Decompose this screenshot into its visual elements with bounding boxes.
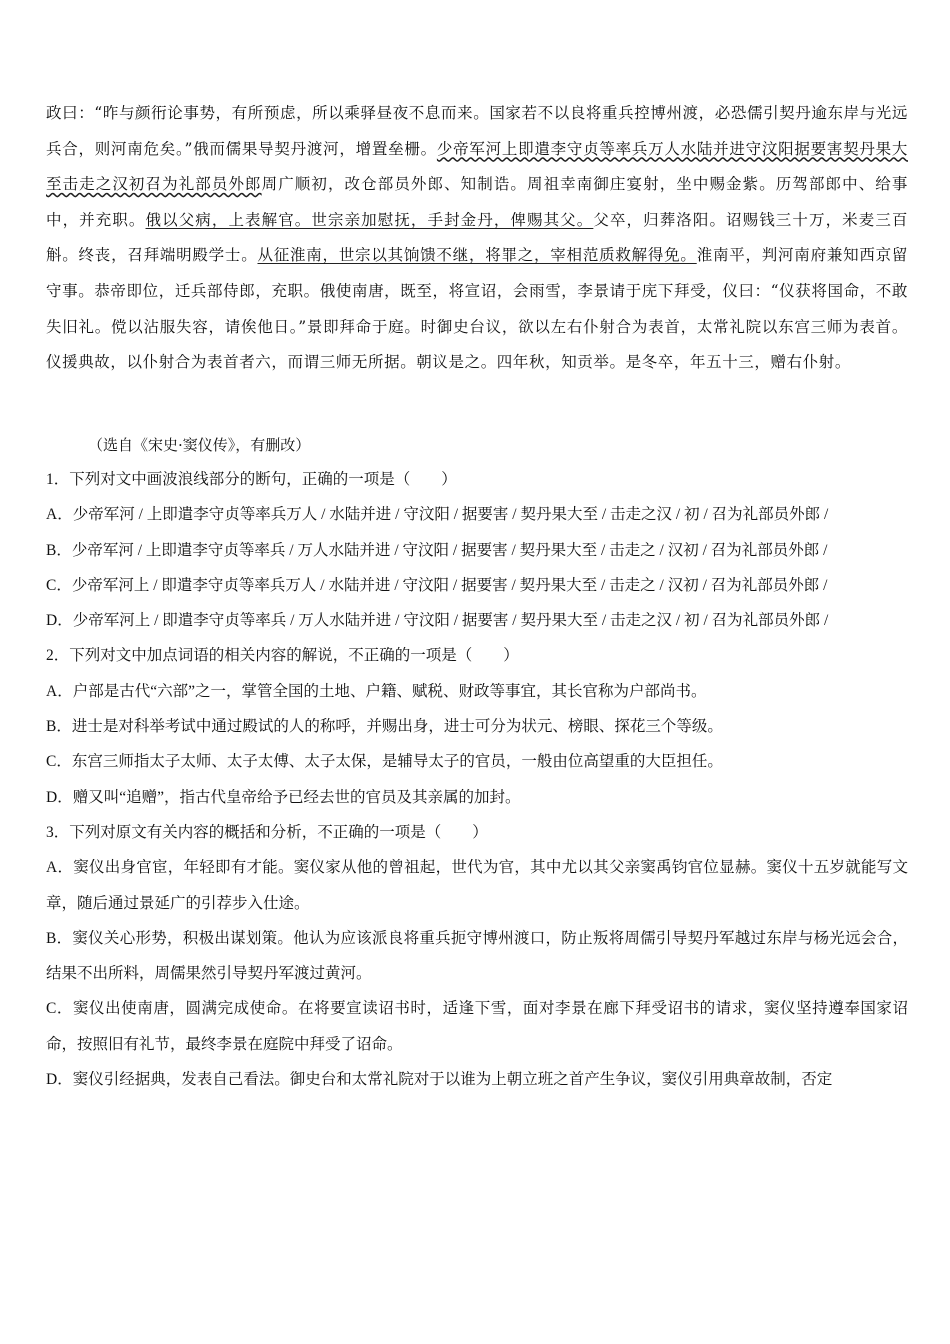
passage-text-4: 淮南平，判河南府兼知西京留守事。恭帝即位，迁兵部侍郎，充职。俄使南唐，既至，将宣诏，会雨雪，李景请于庑下拜受，仪曰：“仪获将国命，不敢失旧礼。傥以沾服失容，请俟他日。”景即拜命于庭。时御史台议，欲以左右仆射合为表首，太常礼院以东宫三师为表首。仪援典故，以仆射合为表首者六，而谓三师无所据。朝议是之。四年秋，知贡举。是冬卒，年五十三，赠右仆射。 — [46, 246, 909, 372]
question-1-option-d: D．少帝军河上 / 即遣李守贞等率兵 / 万人水陆并进 / 守汶阳 / 据要害 / 契丹果大至 / 击走之汉 / 初 / 召为礼部员外郎 / — [46, 612, 829, 630]
source-citation: （选自《宋史·窦仪传》，有删改） — [88, 436, 311, 454]
question-1-option-a: A．少帝军河 / 上即遣李守贞等率兵万人 / 水陆并进 / 守汶阳 / 据要害 / 契丹果大至 / 击走之汉 / 初 / 召为礼部员外郎 / — [46, 506, 829, 524]
question-2-option-b: B．进士是对科举考试中通过殿试的人的称呼，并赐出身，进士可分为状元、榜眼、探花三个等级。 — [46, 718, 723, 736]
question-3-option-a: A．窦仪出身官宦，年轻即有才能。窦仪家从他的曾祖起，世代为官，其中尤以其父亲窦禹钧官位显赫。窦仪十五岁就能写文章，随后通过景延广的引荐步入仕途。 — [46, 859, 908, 912]
passage-text-1: 政曰：“昨与颜衎论事势，有所预虑，所以乘驿昼夜不息而来。国家若不以良将重兵控博州渡，必恐儒引契丹逾东岸与光远兵合，则河南危矣。”俄而儒果导契丹渡河，增置垒栅。 — [46, 104, 908, 158]
questions-section — [46, 462, 908, 1097]
underlined-sentence-2: 从征淮南，世宗以其饷馈不继，将罪之，宰相范质救解得免。 — [257, 246, 697, 265]
question-1-stem: 1．下列对文中画波浪线部分的断句，正确的一项是（ ） — [46, 471, 457, 488]
question-1-option-c: C．少帝军河上 / 即遣李守贞等率兵万人 / 水陆并进 / 守汶阳 / 据要害 / 契丹果大至 / 击走之 / 汉初 / 召为礼部员外郎 / — [46, 576, 828, 594]
question-3-option-d: D．窦仪引经据典，发表自己看法。御史台和太常礼院对于以谁为上朝立班之首产生争议，窦仪引用典章故制，否定 — [46, 1071, 833, 1089]
underlined-sentence-1: 俄以父病，上表解官。世宗亲加慰抚，手封金丹，俾赐其父。 — [145, 210, 594, 229]
passage-text-3: 父卒，归葬洛阳。诏赐钱三十万，米麦三百斛。终丧，召拜端明殿学士。 — [46, 210, 909, 265]
question-1-option-b: B．少帝军河 / 上即遣李守贞等率兵 / 万人水陆并进 / 守汶阳 / 据要害 / 契丹果大至 / 击走之 / 汉初 / 召为礼部员外郎 / — [46, 541, 828, 559]
question-3-option-c: C．窦仪出使南唐，圆满完成使命。在将要宣读诏书时，适逢下雪，面对李景在廊下拜受诏书的请求，窦仪坚持遵奉国家诏命，按照旧有礼节，最终李景在庭院中拜受了诏命。 — [46, 1000, 908, 1053]
question-3-stem: 3．下列对原文有关内容的概括和分析，不正确的一项是（ ） — [46, 823, 488, 841]
question-2-option-c: C．东宫三师指太子太师、太子太傅、太子太保，是辅导太子的官员，一般由位高望重的大臣担任。 — [46, 753, 723, 771]
classical-passage — [46, 96, 908, 381]
question-3-option-b: B．窦仪关心形势，积极出谋划策。他认为应该派良将重兵扼守博州渡口，防止叛将周儒引导契丹军越过东岸与杨光远会合，结果不出所料，周儒果然引导契丹军渡过黄河。 — [46, 929, 908, 983]
question-2-stem: 2．下列对文中加点词语的相关内容的解说，不正确的一项是（ ） — [46, 647, 519, 665]
passage-text-2: 周广顺初，改仓部员外郎、知制诰。周祖幸南御庄宴射，坐中赐金紫。历驾部郎中、给事中，并充职。 — [46, 175, 908, 229]
wavy-underlined-text: 少帝军河上即遣李守贞等率兵万人水陆并进守汶阳据要害契丹果大至击走之汉初召为礼部员外郎 — [46, 139, 908, 194]
question-2-option-a: A．户部是古代“六部”之一，掌管全国的土地、户籍、赋税、财政等事宜，其长官称为户部尚书。 — [46, 682, 707, 700]
question-2-option-d: D．赠又叫“追赠”，指古代皇帝给予已经去世的官员及其亲属的加封。 — [46, 788, 521, 806]
